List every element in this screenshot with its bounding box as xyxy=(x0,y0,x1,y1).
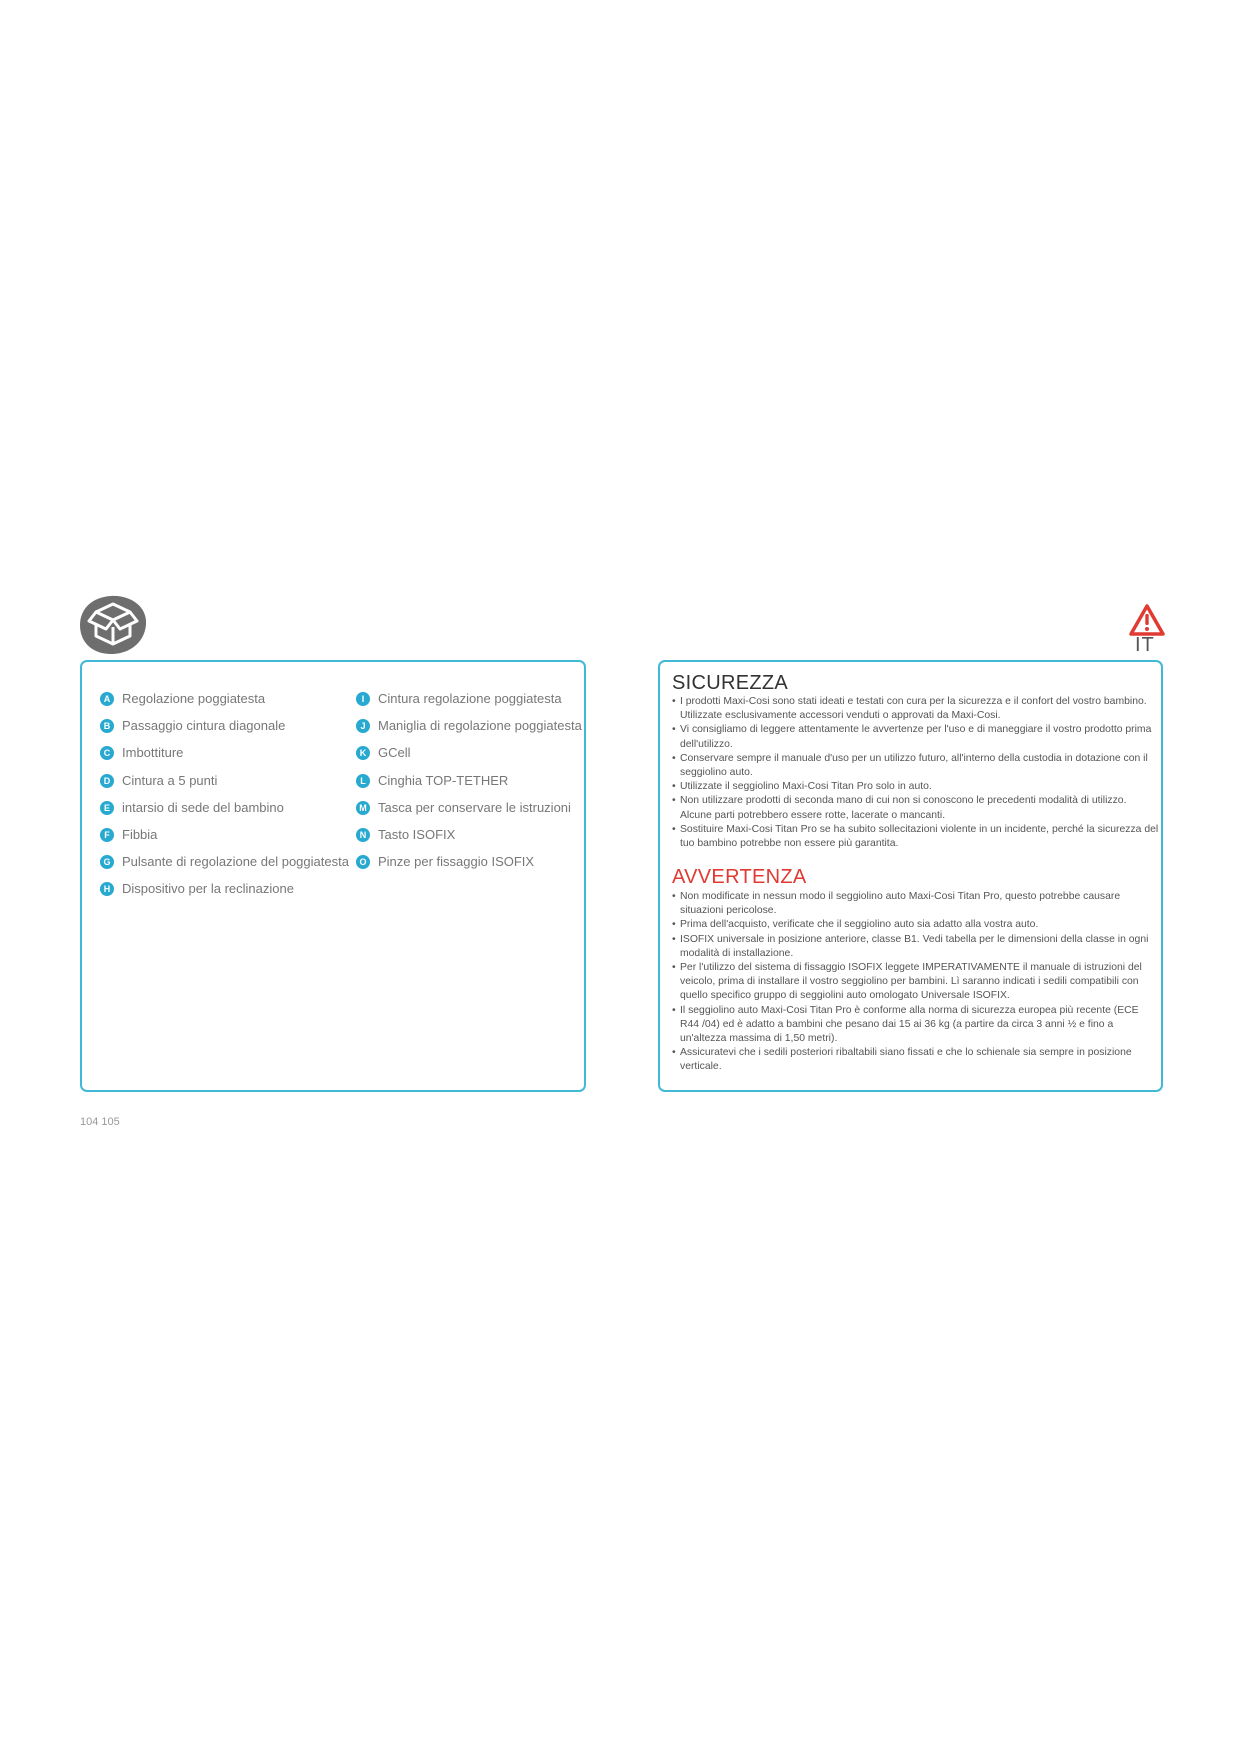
component-letter-badge: M xyxy=(356,801,370,815)
component-letter-badge: C xyxy=(100,746,114,760)
component-label: Cinghia TOP-TETHER xyxy=(378,772,509,788)
component-label: intarsio di sede del bambino xyxy=(122,799,284,815)
component-letter-badge: F xyxy=(100,828,114,842)
component-label: GCell xyxy=(378,745,411,761)
warning-bullet: • Assicuratevi che i sedili posteriori ribaltabili siano fissati e che lo schienale sia sempre in posizione verticale. xyxy=(672,1046,1160,1074)
component-letter-badge: E xyxy=(100,801,114,815)
component-label: Maniglia di regolazione poggiatesta xyxy=(378,718,582,734)
component-label: Imbottiture xyxy=(122,745,184,761)
page-numbers: 104 105 xyxy=(80,1116,120,1128)
unboxing-icon xyxy=(78,594,148,656)
safety-bullet: • I prodotti Maxi-Cosi sono stati ideati e testati con cura per la sicurezza e il confort del vostro bambino. Utilizzate esclusivamente accessori venduti o approvati da Maxi-Cosi. xyxy=(672,695,1160,723)
safety-bullet: • Utilizzate il seggiolino Maxi-Cosi Titan Pro solo in auto. xyxy=(672,780,1160,794)
component-label: Pulsante di regolazione del poggiatesta xyxy=(122,854,349,870)
safety-list xyxy=(672,695,1160,851)
component-letter-badge: G xyxy=(100,855,114,869)
component-label: Dispositivo per la reclinazione xyxy=(122,881,294,897)
component-label: Fibbia xyxy=(122,826,158,842)
component-label: Passaggio cintura diagonale xyxy=(122,718,286,734)
components-panel xyxy=(80,660,586,1092)
warning-bullet: • Per l'utilizzo del sistema di fissaggio ISOFIX leggete IMPERATIVAMENTE il manuale di istruzioni del veicolo, prima di installare il vostro seggiolino per bambini. Lì saranno indicati i sedili compatibili con quello specifico gruppo di seggiolini auto omologato Universale ISOFIX. xyxy=(672,961,1160,1004)
warning-triangle-icon xyxy=(1129,604,1165,637)
component-letter-badge: I xyxy=(356,692,370,706)
warning-list xyxy=(672,890,1160,1075)
component-letter-badge: K xyxy=(356,746,370,760)
warning-heading: AVVERTENZA xyxy=(672,866,807,888)
component-letter-badge: B xyxy=(100,719,114,733)
component-letter-badge: J xyxy=(356,719,370,733)
safety-panel xyxy=(658,660,1163,1092)
component-label: Regolazione poggiatesta xyxy=(122,691,266,706)
component-label: Cintura a 5 punti xyxy=(122,772,218,788)
component-letter-badge: L xyxy=(356,774,370,788)
language-code: IT xyxy=(1135,634,1155,656)
warning-bullet: • Non modificate in nessun modo il seggiolino auto Maxi-Cosi Titan Pro, questo potrebbe causare situazioni pericolose. xyxy=(672,890,1160,918)
component-label: Pinze per fissaggio ISOFIX xyxy=(378,854,535,870)
warning-bullet: • Il seggiolino auto Maxi-Cosi Titan Pro è conforme alla norma di sicurezza europea più recente (ECE R44 /04) ed è adatto a bambini che pesano dai 15 ai 36 kg (a partire da circa 3 anni ½ e fino a un'altezza massima di 1,50 metri). xyxy=(672,1004,1160,1047)
component-letter-badge: N xyxy=(356,828,370,842)
component-letter-badge: D xyxy=(100,774,114,788)
safety-bullet: • Non utilizzare prodotti di seconda mano di cui non si conoscono le precedenti modalità di utilizzo. Alcune parti potrebbero essere rotte, lacerate o mancanti. xyxy=(672,794,1160,822)
component-letter-badge: O xyxy=(356,855,370,869)
safety-bullet: • Conservare sempre il manuale d'uso per un utilizzo futuro, all'interno della custodia in dotazione con il seggiolino auto. xyxy=(672,752,1160,780)
component-letter-badge: H xyxy=(100,882,114,896)
safety-bullet: • Sostituire Maxi-Cosi Titan Pro se ha subito sollecitazioni violente in un incidente, perché la sicurezza del tuo bambino potrebbe non essere più garantita. xyxy=(672,823,1160,851)
component-label: Tasto ISOFIX xyxy=(378,826,456,842)
safety-bullet: • Vi consigliamo di leggere attentamente le avvertenze per l'uso e di maneggiare il vostro prodotto prima dell'utilizzo. xyxy=(672,723,1160,751)
safety-heading: SICUREZZA xyxy=(672,672,789,694)
warning-bullet: • Prima dell'acquisto, verificate che il seggiolino auto sia adatto alla vostra auto. xyxy=(672,918,1160,932)
component-letter-badge: A xyxy=(100,692,114,706)
component-label: Tasca per conservare le istruzioni xyxy=(378,799,571,815)
component-label: Cintura regolazione poggiatesta xyxy=(378,691,562,706)
warning-bullet: • ISOFIX universale in posizione anteriore, classe B1. Vedi tabella per le dimensioni della classe in ogni modalità di installazione. xyxy=(672,933,1160,961)
